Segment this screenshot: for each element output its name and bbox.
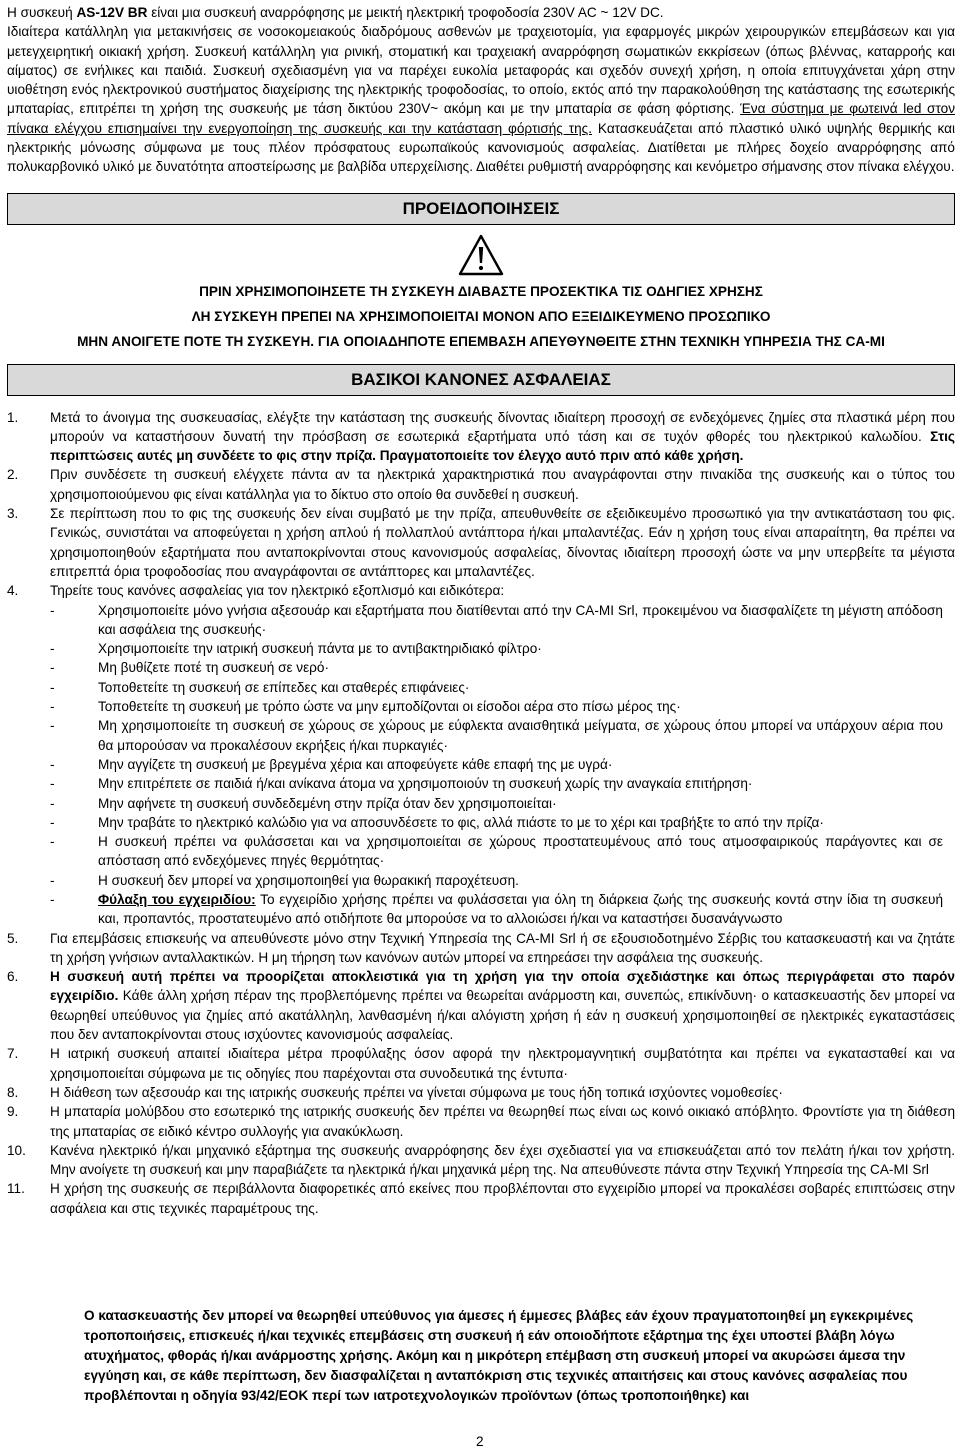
rule-text: Σε περίπτωση που το φις της συσκευής δεν είναι συμβατό με την πρίζα, απευθυνθείτε σε εξειδικευμένο προσωπικό για την αντικατάσταση του φις. Γενικώς, συνιστάται να αποφεύγεται η χρήση απλού ή πολλαπλού αντάπτορα ή/και μπαλαντέζας. Εάν η χρήση τους είναι απαραίτητη, θα πρέπει να χρησιμοποιηθούν εξαρτήματα που ανταποκρίνονται στους κανονισμούς ασφαλείας, δίνοντας ιδιαίτερη προσοχή ώστε να μην υπερβείτε τα μέγιστα επιτρεπτά όρια τροφοδοσίας που αναγράφονται σε αντάπτορες και μπαλαντέζες.	[50, 506, 955, 579]
sub-item-text: Τοποθετείτε τη συσκευή με τρόπο ώστε να μην εμποδίζονται οι είσοδοι αέρα στο πίσω μέρος της·	[98, 699, 681, 715]
intro-description: Ιδιαίτερα κατάλληλη για μετακινήσεις σε νοσοκομειακούς διαδρόμους ασθενών με τραχειοτομία, για εφαρμογές μικρών χειρουργικών επεμβάσεων και για μετεγχειρητική οικιακή χρήση. Συσκευή κατάλληλη για ρινική, στοματική και τραχειακή αναρρόφηση σωματικών εκκρίσεων (όπως βλέννας, καταρροής και αίματος) σε ενήλικες και παιδιά. Συσκευή σχεδιασμένη για να παρέχει ευκολία μεταφοράς και σχεδόν συνεχή χρήση, η οποία επιτυγχάνεται χάρη στην υιοθέτηση ενός ηλεκτρονικού συστήματος διαχείρισης της ηλεκτρικής τροφοδοσίας, το οποίο, εκτός από την παρακολούθηση της κατάστασης της εσωτερικής μπαταρίας, επιτρέπει τη χρήση της συσκευής με τάση δικτύου 230V~ ακόμη και με την μπαταρία σε φάση φόρτισης.	[7, 24, 955, 117]
sub-item-text: Η συσκευή πρέπει να φυλάσσεται και να χρησιμοποιείται σε χώρους προστατευμένους από τους ατμοσφαιρικούς παράγοντες και σε απόσταση από ενδεχόμενες πηγές θερμότητας·	[98, 834, 943, 869]
sub-item	[50, 774, 955, 793]
rule-text: Κάθε άλλη χρήση πέραν της προβλεπόμενης πρέπει να θεωρείται ανάρμοστη και, συνεπώς, επικίνδυνη· ο κατασκευαστής δεν μπορεί να θεωρηθεί υπεύθυνος για ζημίες από ακατάλληλη, λανθασμένη ή/και αλόγιστη χρήση ή εάν η συσκευή χρησιμοποιηθεί σε ηλεκτρικές εγκαταστάσεις που δεν ανταποκρίνονται στους ισχύοντες κανονισμούς ασφαλείας.	[50, 988, 955, 1043]
rule-item-11	[7, 1179, 955, 1218]
sub-item-text: Μη χρησιμοποιείτε τη συσκευή σε χώρους σε χώρους με εύφλεκτα αναισθητικά μείγματα, σε χώρους όπου μπορεί να υπάρχουν αέρια που θα μπορούσαν να προκαλέσουν εκρήξεις ή/και πυρκαγιές·	[98, 718, 943, 753]
dash-marker: -	[50, 776, 55, 792]
rule-number: 3.	[7, 506, 19, 522]
rule-item-2	[7, 465, 955, 504]
sub-item-text: Το εγχειρίδιο χρήσης πρέπει να φυλάσσεται για όλη τη διάρκεια ζωής της συσκευής κοντά στην ίδια τη συσκευή και, προπαντός, προστατευμένο από οτιδήποτε θα μπορούσε να το αλλοιώσει ή/και να καταστήσει δυσανάγνωστο	[98, 891, 944, 927]
rule-number: 6.	[7, 969, 19, 985]
dash-marker: -	[50, 641, 55, 657]
sub-item	[50, 639, 955, 658]
sub-item	[50, 678, 955, 697]
model-name: AS-12V BR	[76, 5, 148, 20]
dash-marker: -	[50, 679, 55, 695]
sub-item-text: Η συσκευή δεν μπορεί να χρησιμοποιηθεί για θωρακική παροχέτευση.	[98, 872, 519, 888]
rule-text: Για επεμβάσεις επισκευής να απευθύνεστε μόνο στην Τεχνική Υπηρεσία της CA-MI Srl ή σε εξουσιοδοτημένο Σέρβις του κατασκευαστή και να ζητάτε τη χρήση γνήσιων ανταλλακτικών. Η μη τήρηση των κανόνων αυτών μπορεί να επηρεάσει την ασφάλεια της συσκευής.	[50, 930, 955, 965]
rule-text: Κανένα ηλεκτρικό ή/και μηχανικό εξάρτημα της συσκευής αναρρόφησης δεν έχει σχεδιαστεί για να επισκευάζεται από τον πελάτη ή/και τον χρήστη. Μην ανοίγετε τη συσκευή και μην παραβιάζετε τα ηλεκτρικά ή/και μηχανικά μέρη της. Να απευθύνεστε πάντα στην Τεχνική Υπηρεσία της CA-MI Srl	[50, 1142, 955, 1178]
rule-text: Μετά το άνοιγμα της συσκευασίας, ελέγξτε την κατάσταση της συσκευής δίνοντας ιδιαίτερη προσοχή σε ενδεχόμενες ζημίες στα πλαστικά μέρη που μπορούν να καταστήσουν δυνατή την πρόσβαση σε εσωτερικά εξαρτήματα υπό τάση και σε τυχόν φθορές του ηλεκτρικού καλωδίου.	[50, 409, 955, 444]
rule-number: 5.	[7, 930, 19, 946]
warning-qualified-personnel: ΛΗ ΣΥΣΚΕΥΗ ΠΡΕΠΕΙ ΝΑ ΧΡΗΣΙΜΟΠΟΙΕΙΤΑΙ ΜΟΝΟΝ ΑΠΟ ΕΞΕΙΔΙΚΕΥΜΕΝΟ ΠΡΟΣΩΠΙΚΟ	[191, 308, 771, 324]
rule-number: 10.	[7, 1142, 26, 1158]
rule-text: Η χρήση της συσκευής σε περιβάλλοντα διαφορετικές από εκείνες που προβλέπονται στο εγχειρίδιο μπορεί να προκαλέσει σοβαρές επιπτώσεις στην ασφάλεια και στις τεχνικές παραμέτρους της.	[50, 1181, 955, 1216]
rule-number: 11.	[7, 1181, 25, 1197]
sub-item	[50, 755, 955, 774]
rule-text: Η διάθεση των αξεσουάρ και της ιατρικής συσκευής πρέπει να γίνεται σύμφωνα με τους ήδη τοπικά ισχύοντες νομοθεσίες·	[50, 1084, 783, 1100]
sub-item	[50, 658, 955, 677]
sub-item-text: Χρησιμοποιείτε μόνο γνήσια αξεσουάρ και εξαρτήματα που διατίθενται από την CA-MI Srl, προκειμένου να διασφαλίζετε τη μέγιστη απόδοση και ασφάλεια της συσκευής·	[98, 602, 943, 637]
rule-number: 4.	[7, 583, 19, 599]
intro-text-a: Η συσκευή	[7, 5, 77, 20]
rule-item-9	[7, 1102, 955, 1141]
sub-item-text: Χρησιμοποιείτε την ιατρική συσκευή πάντα με το αντιβακτηριδιακό φίλτρο·	[98, 641, 542, 657]
sub-item-text: Μην αγγίζετε τη συσκευή με βρεγμένα χέρια και αποφεύγετε κάθε επαφή της με υγρά·	[98, 756, 613, 772]
rule-item-8	[7, 1083, 955, 1102]
dash-marker: -	[50, 602, 55, 618]
rule-item-7	[7, 1044, 955, 1083]
warning-do-not-open: ΜΗΝ ΑΝΟΙΓΕΤΕ ΠΟΤΕ ΤΗ ΣΥΣΚΕΥΗ. ΓΙΑ ΟΠΟΙΑΔΗΠΟΤΕ ΕΠΕΜΒΑΣΗ ΑΠΕΥΘΥΝΘΕΙΤΕ ΣΤΗΝ ΤΕΧΝΙΚΗ ΥΠΗΡΕΣΙΑ ΤΗΣ CA-MI	[77, 334, 885, 350]
rule-item-3	[7, 504, 955, 581]
rule-item-4	[7, 581, 955, 928]
sub-item-text: Τοποθετείτε τη συσκευή σε επίπεδες και σταθερές επιφάνειες·	[98, 679, 470, 695]
intro-line-1	[7, 3, 955, 22]
intro-text-b: είναι μια συσκευή αναρρόφησης με μεικτή ηλεκτρική τροφοδοσία 230V AC ~ 12V DC.	[147, 5, 664, 20]
dash-marker: -	[50, 660, 55, 676]
sub-item	[50, 697, 955, 716]
sub-item-manual-storage	[50, 890, 955, 929]
sub-item	[50, 794, 955, 813]
sub-item	[50, 871, 955, 890]
warning-read-instructions: ΠΡΙΝ ΧΡΗΣΙΜΟΠΟΙΗΣΕΤΕ ΤΗ ΣΥΣΚΕΥΗ ΔΙΑΒΑΣΤΕ ΠΡΟΣΕΚΤΙΚΑ ΤΙΣ ΟΔΗΓΙΕΣ ΧΡΗΣΗΣ	[199, 283, 763, 299]
rule-item-6	[7, 967, 955, 1044]
rule-number: 9.	[7, 1104, 19, 1120]
sub-item	[50, 813, 955, 832]
dash-marker: -	[50, 718, 55, 734]
intro-paragraph	[7, 22, 955, 176]
rule-text: Τηρείτε τους κανόνες ασφαλείας για τον ηλεκτρικό εξοπλισμό και ειδικότερα:	[50, 583, 505, 599]
rule-text: Η μπαταρία μολύβδου στο εσωτερικό της ιατρικής συσκευής δεν πρέπει να θεωρηθεί πως είναι ως κοινό οικιακό απόβλητο. Φροντίστε για τη διάθεση της μπαταρίας σε ειδικό κέντρο συλλογής για ανακύκλωση.	[50, 1104, 955, 1139]
safety-rules-heading: ΒΑΣΙΚΟΙ ΚΑΝΟΝΕΣ ΑΣΦΑΛΕΙΑΣ	[7, 364, 955, 396]
sub-item	[50, 716, 955, 755]
dash-marker: -	[50, 814, 55, 830]
rule-bold-text: Στις περιπτώσεις αυτές μη συνδέετε το φις στην πρίζα. Πραγματοποιείτε τον έλεγχο αυτό πριν από κάθε χρήση.	[50, 428, 955, 464]
dash-marker: -	[50, 756, 55, 772]
rule-number: 2.	[7, 467, 19, 483]
sub-item-text: Μην επιτρέπετε σε παιδιά ή/και ανίκανα άτομα να χρησιμοποιούν τη συσκευή χωρίς την αναγκαία επιτήρηση·	[98, 776, 753, 792]
dash-marker: -	[50, 795, 55, 811]
dash-marker: -	[50, 699, 55, 715]
sub-item-text: Μην αφήνετε τη συσκευή συνδεδεμένη στην πρίζα όταν δεν χρησιμοποιείται·	[98, 795, 557, 811]
rule-item-1	[7, 408, 955, 466]
sub-item-text: Μην τραβάτε το ηλεκτρικό καλώδιο για να αποσυνδέσετε το φις, αλλά πιάστε το με το χέρι και τραβήξτε το από την πρίζα·	[98, 814, 824, 830]
warnings-heading: ΠΡΟΕΙΔΟΠΟΙΗΣΕΙΣ	[7, 193, 955, 225]
dash-marker: -	[50, 891, 55, 907]
rule-number: 8.	[7, 1084, 19, 1100]
rule-bold-text: Η συσκευή αυτή πρέπει να προορίζεται αποκλειστικά για τη χρήση για την οποία σχεδιάστηκε και όπως περιγράφεται στο παρόν εγχειρίδιο.	[50, 969, 955, 1004]
rule-number: 7.	[7, 1046, 19, 1062]
safety-rules-list	[7, 408, 955, 1218]
rule-number: 1.	[7, 409, 19, 425]
rule-item-10	[7, 1141, 955, 1180]
dash-marker: -	[50, 834, 55, 850]
sub-item	[50, 601, 955, 640]
manufacturer-liability-notice: Ο κατασκευαστής δεν μπορεί να θεωρηθεί υπεύθυνος για άμεσες ή έμμεσες βλάβες εάν έχουν πραγματοποιηθεί μη εγκεκριμένες τροποποιήσεις, επισκευές ή/και τεχνικές επεμβάσεις στη συσκευή ή εάν οποιοδήποτε εξάρτημα της έχει υποστεί βλάβη λόγω ατυχήματος, φθοράς ή/και ανάρμοστης χρήσης. Ακόμη και η μικρότερη επέμβαση στη συσκευή μπορεί να ακυρώσει άμεσα την εγγύηση και, σε κάθε περίπτωση, δεν διασφαλίζεται η ανταπόκριση στις τεχνικές απαιτήσεις και στους κανόνες ασφαλείας που προβλέπονται η οδηγία 93/42/ΕΟΚ περί των ιατροτεχνολογικών προϊόντων (όπως τροποποιήθηκε) και	[84, 1308, 914, 1403]
rule-item-5	[7, 929, 955, 968]
dash-marker: -	[50, 872, 55, 888]
page-number: 2	[476, 1434, 484, 1449]
warning-triangle-icon	[458, 233, 504, 277]
rule-text: Η ιατρική συσκευή απαιτεί ιδιαίτερα μέτρα προφύλαξης όσον αφορά την ηλεκτρομαγνητική συμβατότητα και πρέπει να εγκατασταθεί και να χρησιμοποιείται σύμφωνα με τις οδηγίες που παρέχονται στα συνοδευτικά της έντυπα·	[50, 1046, 955, 1081]
intro-description-tail: Κατασκευάζεται από πλαστικό υλικό υψηλής θερμικής και ηλεκτρικής μόνωσης σύμφωνα με τους πλέον πρόσφατους ευρωπαϊκούς κανονισμούς ασφαλείας. Διατίθεται με πλήρες δοχείο αναρρόφησης από πολυκαρβονικό υλικό με δυνατότητα αποστείρωσης με βαλβίδα υπερχείλισης. Διαθέτει ρυθμιστή αναρρόφησης και κενόμετρο σήμανσης στον πίνακα ελέγχου.	[7, 120, 956, 175]
manual-storage-label: Φύλαξη του εγχειριδίου:	[98, 891, 256, 907]
rule-4-sublist	[50, 601, 955, 929]
rule-text: Πριν συνδέσετε τη συσκευή ελέγχετε πάντα αν τα ηλεκτρικά χαρακτηριστικά που αναγράφονται στην πινακίδα της συσκευής και ο τύπος του χρησιμοποιούμενου φις είναι κατάλληλα για το δίκτυο στο οποίο θα συνδεθεί η συσκευή.	[50, 467, 955, 502]
intro-led-note: Ένα σύστημα με φωτεινά led στον πίνακα ελέγχου επισημαίνει την ενεργοποίηση της συσκευής και την κατάσταση φόρτισής της.	[7, 101, 955, 136]
manual-page	[7, 3, 955, 1218]
sub-item-text: Μη βυθίζετε ποτέ τη συσκευή σε νερό·	[98, 660, 329, 676]
sub-item	[50, 832, 955, 871]
